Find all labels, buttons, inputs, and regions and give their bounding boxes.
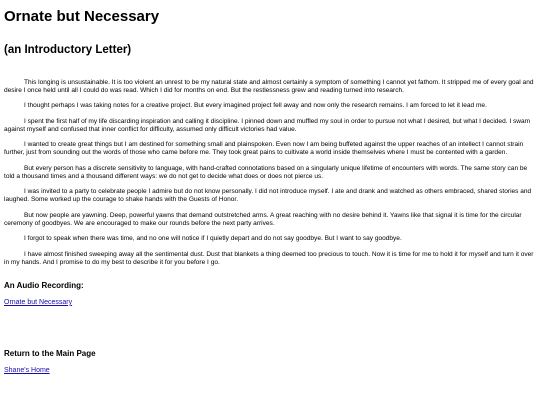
audio-section [4, 281, 536, 309]
audio-recording-link[interactable]: Ornate but Necessary [4, 298, 73, 306]
letter-paragraph: I thought perhaps I was taking notes for a creative project. But every imagined project fell away and now only the research remains. I am forced to let it lead me. [24, 102, 487, 110]
letter-paragraph: I wanted to create great things but I am destined for something small and plainspoken. Even now I am being buffeted against the upper reaches of an intellect I cannot strain further, just from sounding out the words of those who came before me. They took great pains to cultivate a world inside themselves where I must be contented with a garden. [4, 141, 524, 157]
audio-heading: An Audio Recording: [4, 280, 84, 290]
letter-paragraph: This longing is unsustainable. It is too violent an unrest to be my natural state and almost certainly a symptom of something I cannot yet fathom. It stripped me of every goal and desire I once held until all I could do was read. Which I did for months on end. But the restlessness grew and reading turned into research. [4, 79, 534, 95]
home-link[interactable]: Shane's Home [4, 366, 50, 374]
page-title: Ornate but Necessary [4, 8, 160, 25]
letter-paragraph: But every person has a discrete sensitivity to language, with hand-crafted connotations based on a singularly unique lifetime of encounters with words. The same story can be told a thousand times and a thousand different ways: we do not get to decide what does or does not pierce us. [4, 164, 528, 180]
letter-paragraph: I was invited to a party to celebrate people I admire but do not know personally. I did not introduce myself. I ate and drank and watched as others embraced, shared stories and laughed. Some worked up the courage to shake hands with the Guests of Honor. [4, 188, 532, 204]
letter-paragraph: I forgot to speak when there was time, and no one will notice if I quietly depart and do not say goodbye. But I want to say goodbye. [24, 235, 402, 243]
return-section [4, 349, 536, 377]
letter-paragraph: I have almost finished sweeping away all the sentimental dust. Dust that blankets a thing deemed too precious to touch. Now it is time for me to hold it for myself and turn it over in my hands. And I promise to do my best to describe it for you before I go. [4, 250, 534, 266]
letter-body [4, 79, 536, 267]
return-heading: Return to the Main Page [4, 348, 96, 358]
page-subtitle: (an Introductory Letter) [4, 44, 132, 56]
letter-paragraph: But now people are yawning. Deep, powerful yawns that demand outstretched arms. A great reaching with no desire behind it. Yawns like that signal it is time for the circular ceremony of goodbyes. We are encouraged to make our rounds before the next party arrives. [4, 211, 522, 227]
letter-paragraph: I spent the first half of my life discarding inspiration and calling it discipline. I pinned down and muffled my soul in order to pursue not what I desired, but what I decided. I swam against myself and confused that inner conflict for difficulty, assumed only difficult victories had value. [4, 117, 531, 133]
